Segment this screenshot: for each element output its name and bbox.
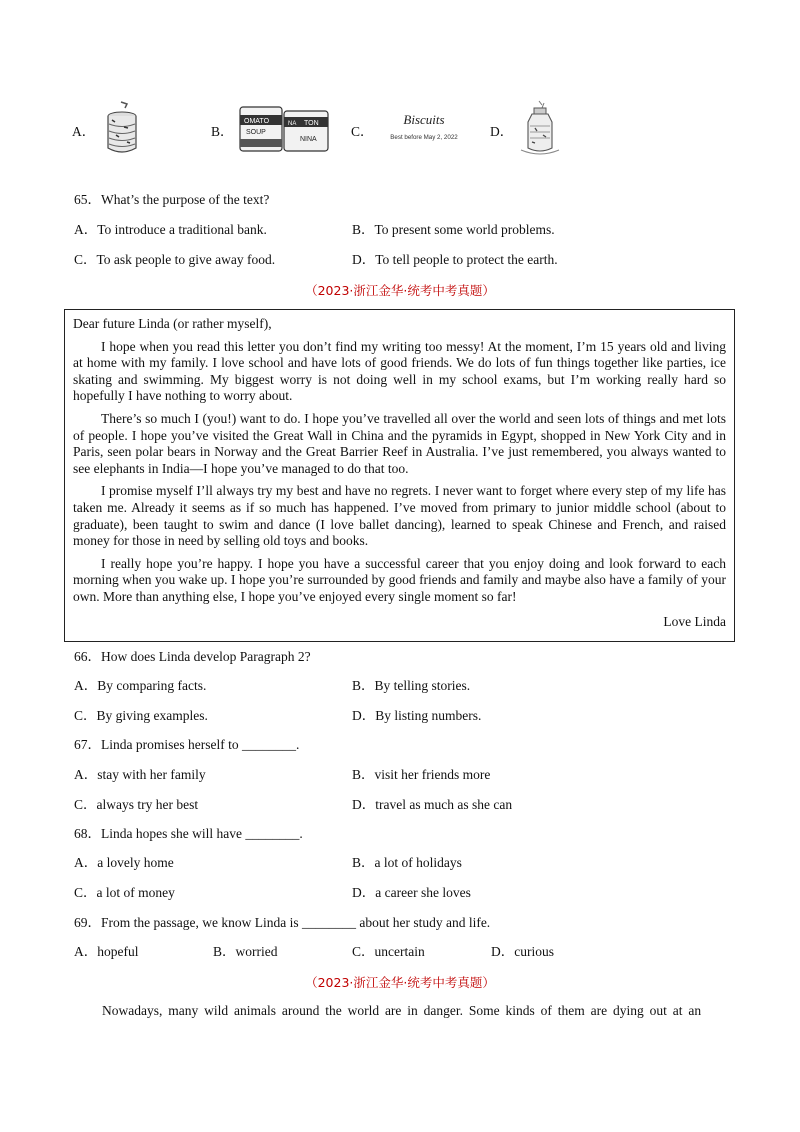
question-68-option-a[interactable]: A．a lovely home <box>74 855 174 870</box>
can-label: NINA <box>299 136 317 143</box>
letter-paragraph-3: I promise myself I’ll always try my best and have no regrets. I never want to forget where every step of my life has taken me. Already it seems as if so much has happened. I’ve moved from primary to junior middle school (about to graduate), been taught to swim and dance (I love ballet dancing), learned to speak Chinese and French, and raised money for those in need by selling old toys and books. <box>73 483 726 549</box>
source-label: （2023·浙江金华·统考中考真题） <box>305 283 495 298</box>
picture-option-d[interactable] <box>490 100 563 160</box>
jar-icon <box>99 98 145 162</box>
biscuits-label-icon <box>378 108 470 152</box>
question-65-option-a[interactable]: A．To introduce a traditional bank. <box>74 222 267 237</box>
question-68-option-c[interactable]: C．a lot of money <box>74 885 175 900</box>
option-letter: A． <box>72 124 96 139</box>
question-69-option-d[interactable]: D．curious <box>491 944 554 959</box>
question-66-option-b[interactable]: B．By telling stories. <box>352 678 471 693</box>
picture-option-a[interactable] <box>72 100 145 160</box>
question-69-option-c[interactable]: C．uncertain <box>352 944 425 959</box>
next-passage-opening: Nowadays, many wild animals around the world are in danger. Some kinds of them are dying out at an <box>102 1003 702 1018</box>
option-letter: C． <box>351 124 374 139</box>
question-65-option-d[interactable]: D．To tell people to protect the earth. <box>352 252 558 267</box>
question-69-option-b[interactable]: B．worried <box>213 944 278 959</box>
option-letter: D． <box>490 124 514 139</box>
question-65-stem: 65．What’s the purpose of the text? <box>74 192 270 207</box>
question-65-option-b[interactable]: B．To present some world problems. <box>352 222 555 237</box>
question-66-option-c[interactable]: C．By giving examples. <box>74 708 208 723</box>
can-label: OMATO <box>243 118 269 125</box>
can-label: TON <box>303 120 319 127</box>
question-67-option-c[interactable]: C．always try her best <box>74 797 199 812</box>
question-68-option-b[interactable]: B．a lot of holidays <box>352 855 462 870</box>
can-label: SOUP <box>245 129 266 136</box>
option-letter: B． <box>211 124 234 139</box>
reading-passage-box <box>64 309 735 642</box>
cans-icon <box>238 101 330 159</box>
letter-paragraph-4: I really hope you’re happy. I hope you have a successful career that you enjoy doing and look forward to each morning when you wake up. I hope you’re surrounded by good friends and family and maybe also have a family of your own. More than anything else, I hope you’ve enjoyed every single moment so far! <box>73 555 726 604</box>
question-67-stem: 67．Linda promises herself to ________. <box>74 737 300 752</box>
letter-paragraph-2: There’s so much I (you!) want to do. I hope you’ve travelled all over the world and seen lots of things and met lots of people. I hope you’ve visited the Great Wall in China and the pyramids in Egypt, shopped in New York City and in Paris, seen polar bears in Norway and the Great Barrier Reef in Australia. I’ve just remembered, you always wanted to see elephants in India—I hope you’ve managed to do that too. <box>73 410 726 476</box>
question-68-option-d[interactable]: D．a career she loves <box>352 885 471 900</box>
picture-option-b[interactable] <box>211 100 330 160</box>
question-69-option-a[interactable]: A．hopeful <box>74 944 139 959</box>
question-66-stem: 66．How does Linda develop Paragraph 2? <box>74 649 311 664</box>
picture-options-row <box>72 100 732 160</box>
biscuits-title: Biscuits <box>402 112 445 127</box>
letter-signature: Love Linda <box>663 613 726 629</box>
can-label: NA <box>287 121 296 127</box>
picture-option-c[interactable] <box>351 100 470 160</box>
bottle-icon <box>517 98 563 162</box>
question-67-option-b[interactable]: B．visit her friends more <box>352 767 491 782</box>
question-65-option-c[interactable]: C．To ask people to give away food. <box>74 252 276 267</box>
biscuits-date: Best before May 2, 2022 <box>389 134 458 141</box>
question-66-option-d[interactable]: D．By listing numbers. <box>352 708 482 723</box>
question-67-option-d[interactable]: D．travel as much as she can <box>352 797 513 812</box>
source-label: （2023·浙江金华·统考中考真题） <box>305 975 495 990</box>
letter-paragraph-1: I hope when you read this letter you don’t find my writing too messy! At the moment, I’m 15 years old and living at home with my family. I love school and have lots of good friends. We do lots of fun things together like parties, ice skating and swimming. My biggest worry is not doing well in my school exams, but I’m working really hard so hopefully I have nothing to worry about. <box>73 338 726 404</box>
question-66-option-a[interactable]: A．By comparing facts. <box>74 678 207 693</box>
question-68-stem: 68．Linda hopes she will have ________. <box>74 826 303 841</box>
letter-greeting: Dear future Linda (or rather myself), <box>73 316 272 331</box>
question-67-option-a[interactable]: A．stay with her family <box>74 767 206 782</box>
question-69-stem: 69．From the passage, we know Linda is ________ about her study and life. <box>74 915 491 930</box>
